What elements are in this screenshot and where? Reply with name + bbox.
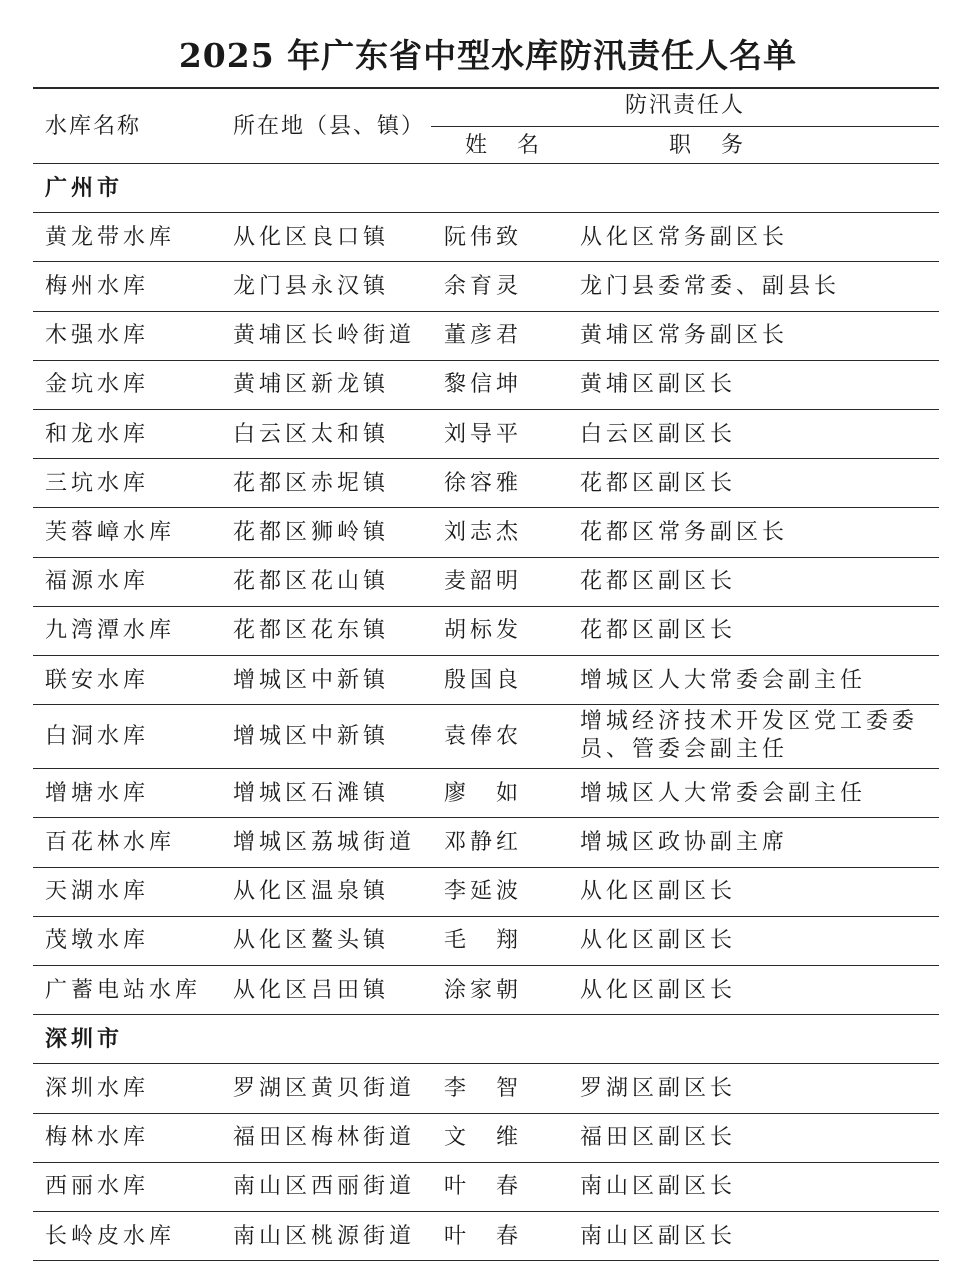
- responsible-position: 福田区副区长: [580, 1125, 737, 1151]
- responsible-person: 阮伟致: [444, 224, 523, 250]
- row-rule: [33, 768, 939, 769]
- reservoir-location: 南山区桃源街道: [233, 1223, 416, 1249]
- row-rule: [33, 409, 939, 410]
- reservoir-location: 龙门县永汉镇: [233, 274, 390, 299]
- responsible-person: 叶 春: [444, 1223, 523, 1249]
- responsible-position: 南山区副区长: [580, 1223, 737, 1249]
- row-rule: [33, 1113, 939, 1114]
- responsible-position: 花都区副区长: [580, 618, 737, 644]
- responsible-position: 白云区副区长: [580, 421, 737, 447]
- responsible-person: 涂家朝: [444, 977, 523, 1003]
- reservoir-location: 黄埔区新龙镇: [233, 372, 390, 398]
- responsible-position: 南山区副区长: [580, 1174, 737, 1200]
- responsible-position: 黄埔区副区长: [580, 372, 737, 398]
- responsible-person: 麦韶明: [444, 569, 523, 595]
- row-rule: [33, 458, 939, 459]
- responsible-position: 从化区常务副区长: [580, 224, 789, 250]
- reservoir-name: 长岭皮水库: [45, 1223, 176, 1249]
- row-rule: [33, 261, 939, 262]
- responsible-person: 毛 翔: [444, 928, 523, 954]
- header-responsible-group: 防汛责任人: [625, 93, 746, 118]
- responsible-position: 从化区副区长: [580, 977, 737, 1003]
- responsible-person: 文 维: [444, 1125, 523, 1151]
- row-rule: [33, 655, 939, 656]
- row-rule: [33, 867, 939, 868]
- reservoir-location: 增城区中新镇: [233, 667, 390, 693]
- responsible-position: 从化区副区长: [580, 928, 737, 954]
- reservoir-location: 黄埔区长岭街道: [233, 323, 416, 349]
- responsible-person: 刘导平: [444, 421, 523, 447]
- responsible-person: 徐容雅: [444, 470, 523, 496]
- reservoir-location: 花都区赤坭镇: [233, 470, 390, 496]
- responsible-position: 黄埔区常务副区长: [580, 323, 789, 349]
- header-location: 所在地（县、镇）: [233, 114, 426, 139]
- reservoir-name: 黄龙带水库: [45, 224, 176, 250]
- reservoir-location: 增城区中新镇: [233, 724, 390, 750]
- reservoir-name: 天湖水库: [45, 879, 150, 905]
- row-rule: [33, 212, 939, 213]
- city-heading: 深圳市: [45, 1026, 124, 1053]
- reservoir-location: 南山区西丽街道: [233, 1174, 416, 1200]
- row-rule: [33, 507, 939, 508]
- header-position: 职 务: [669, 133, 748, 158]
- responsible-position: 花都区常务副区长: [580, 520, 789, 545]
- reservoir-location: 花都区狮岭镇: [233, 520, 390, 545]
- row-rule: [33, 704, 939, 705]
- reservoir-location: 从化区温泉镇: [233, 879, 390, 905]
- responsible-position: 龙门县委常委、副县长: [580, 274, 841, 299]
- header-reservoir-name: 水库名称: [45, 114, 142, 139]
- reservoir-location: 从化区良口镇: [233, 224, 390, 250]
- row-rule: [33, 606, 939, 607]
- row-rule: [33, 360, 939, 361]
- responsible-position: 增城经济技术开发区党工委委员、管委会副主任: [580, 709, 919, 763]
- responsible-position: 增城区政协副主席: [580, 830, 789, 855]
- reservoir-location: 白云区太和镇: [233, 421, 390, 447]
- row-rule: [33, 1162, 939, 1163]
- row-rule: [33, 1260, 939, 1261]
- row-rule: [33, 965, 939, 966]
- header-bottom-rule: [33, 163, 939, 164]
- responsible-person: 董彦君: [444, 323, 523, 349]
- reservoir-location: 花都区花东镇: [233, 618, 390, 644]
- row-rule: [33, 817, 939, 818]
- responsible-person: 李延波: [444, 879, 523, 905]
- reservoir-name: 白洞水库: [45, 724, 150, 750]
- reservoir-location: 罗湖区黄贝街道: [233, 1076, 416, 1101]
- reservoir-name: 三坑水库: [45, 470, 150, 496]
- reservoir-name: 梅林水库: [45, 1125, 150, 1151]
- responsible-position: 罗湖区副区长: [580, 1076, 737, 1101]
- reservoir-name: 和龙水库: [45, 421, 150, 447]
- responsible-person: 李 智: [444, 1076, 523, 1101]
- reservoir-name: 木强水库: [45, 323, 150, 349]
- reservoir-name: 西丽水库: [45, 1174, 150, 1200]
- reservoir-name: 联安水库: [45, 667, 150, 693]
- responsible-person: 叶 春: [444, 1174, 523, 1200]
- responsible-position: 从化区副区长: [580, 879, 737, 905]
- reservoir-name: 百花林水库: [45, 830, 176, 855]
- reservoir-name: 九湾潭水库: [45, 618, 176, 644]
- reservoir-location: 从化区鳌头镇: [233, 928, 390, 954]
- reservoir-location: 增城区石滩镇: [233, 780, 390, 806]
- responsible-person: 胡标发: [444, 618, 523, 644]
- responsible-person: 黎信坤: [444, 372, 523, 398]
- reservoir-location: 从化区吕田镇: [233, 977, 390, 1003]
- responsible-position: 花都区副区长: [580, 470, 737, 496]
- reservoir-name: 茂墩水库: [45, 928, 150, 954]
- city-heading: 广州市: [45, 175, 124, 201]
- row-rule: [33, 1211, 939, 1212]
- responsible-person: 邓静红: [444, 830, 523, 855]
- reservoir-name: 梅州水库: [45, 274, 150, 299]
- reservoir-location: 增城区荔城街道: [233, 830, 416, 855]
- reservoir-name: 福源水库: [45, 569, 150, 595]
- document-title: 2025 年广东省中型水库防汛责任人名单: [178, 36, 798, 75]
- row-rule: [33, 311, 939, 312]
- responsible-position: 增城区人大常委会副主任: [580, 667, 867, 693]
- responsible-position: 花都区副区长: [580, 569, 737, 595]
- reservoir-name: 芙蓉嶂水库: [45, 520, 176, 545]
- reservoir-name: 金坑水库: [45, 372, 150, 398]
- responsible-person: 袁俸农: [444, 724, 523, 750]
- row-rule: [33, 1063, 939, 1064]
- reservoir-name: 深圳水库: [45, 1076, 150, 1101]
- header-sub-rule: [431, 126, 939, 127]
- reservoir-location: 福田区梅林街道: [233, 1125, 416, 1151]
- row-rule: [33, 557, 939, 558]
- responsible-person: 刘志杰: [444, 520, 523, 545]
- reservoir-name: 广蓄电站水库: [45, 977, 202, 1003]
- row-rule: [33, 916, 939, 917]
- header-person-name: 姓 名: [465, 133, 544, 158]
- responsible-position: 增城区人大常委会副主任: [580, 780, 867, 806]
- responsible-person: 余育灵: [444, 274, 523, 299]
- responsible-person: 廖 如: [444, 780, 523, 806]
- row-rule: [33, 1014, 939, 1015]
- responsible-person: 殷国良: [444, 667, 523, 693]
- reservoir-name: 增塘水库: [45, 780, 150, 806]
- table-top-rule: [33, 87, 939, 89]
- reservoir-location: 花都区花山镇: [233, 569, 390, 595]
